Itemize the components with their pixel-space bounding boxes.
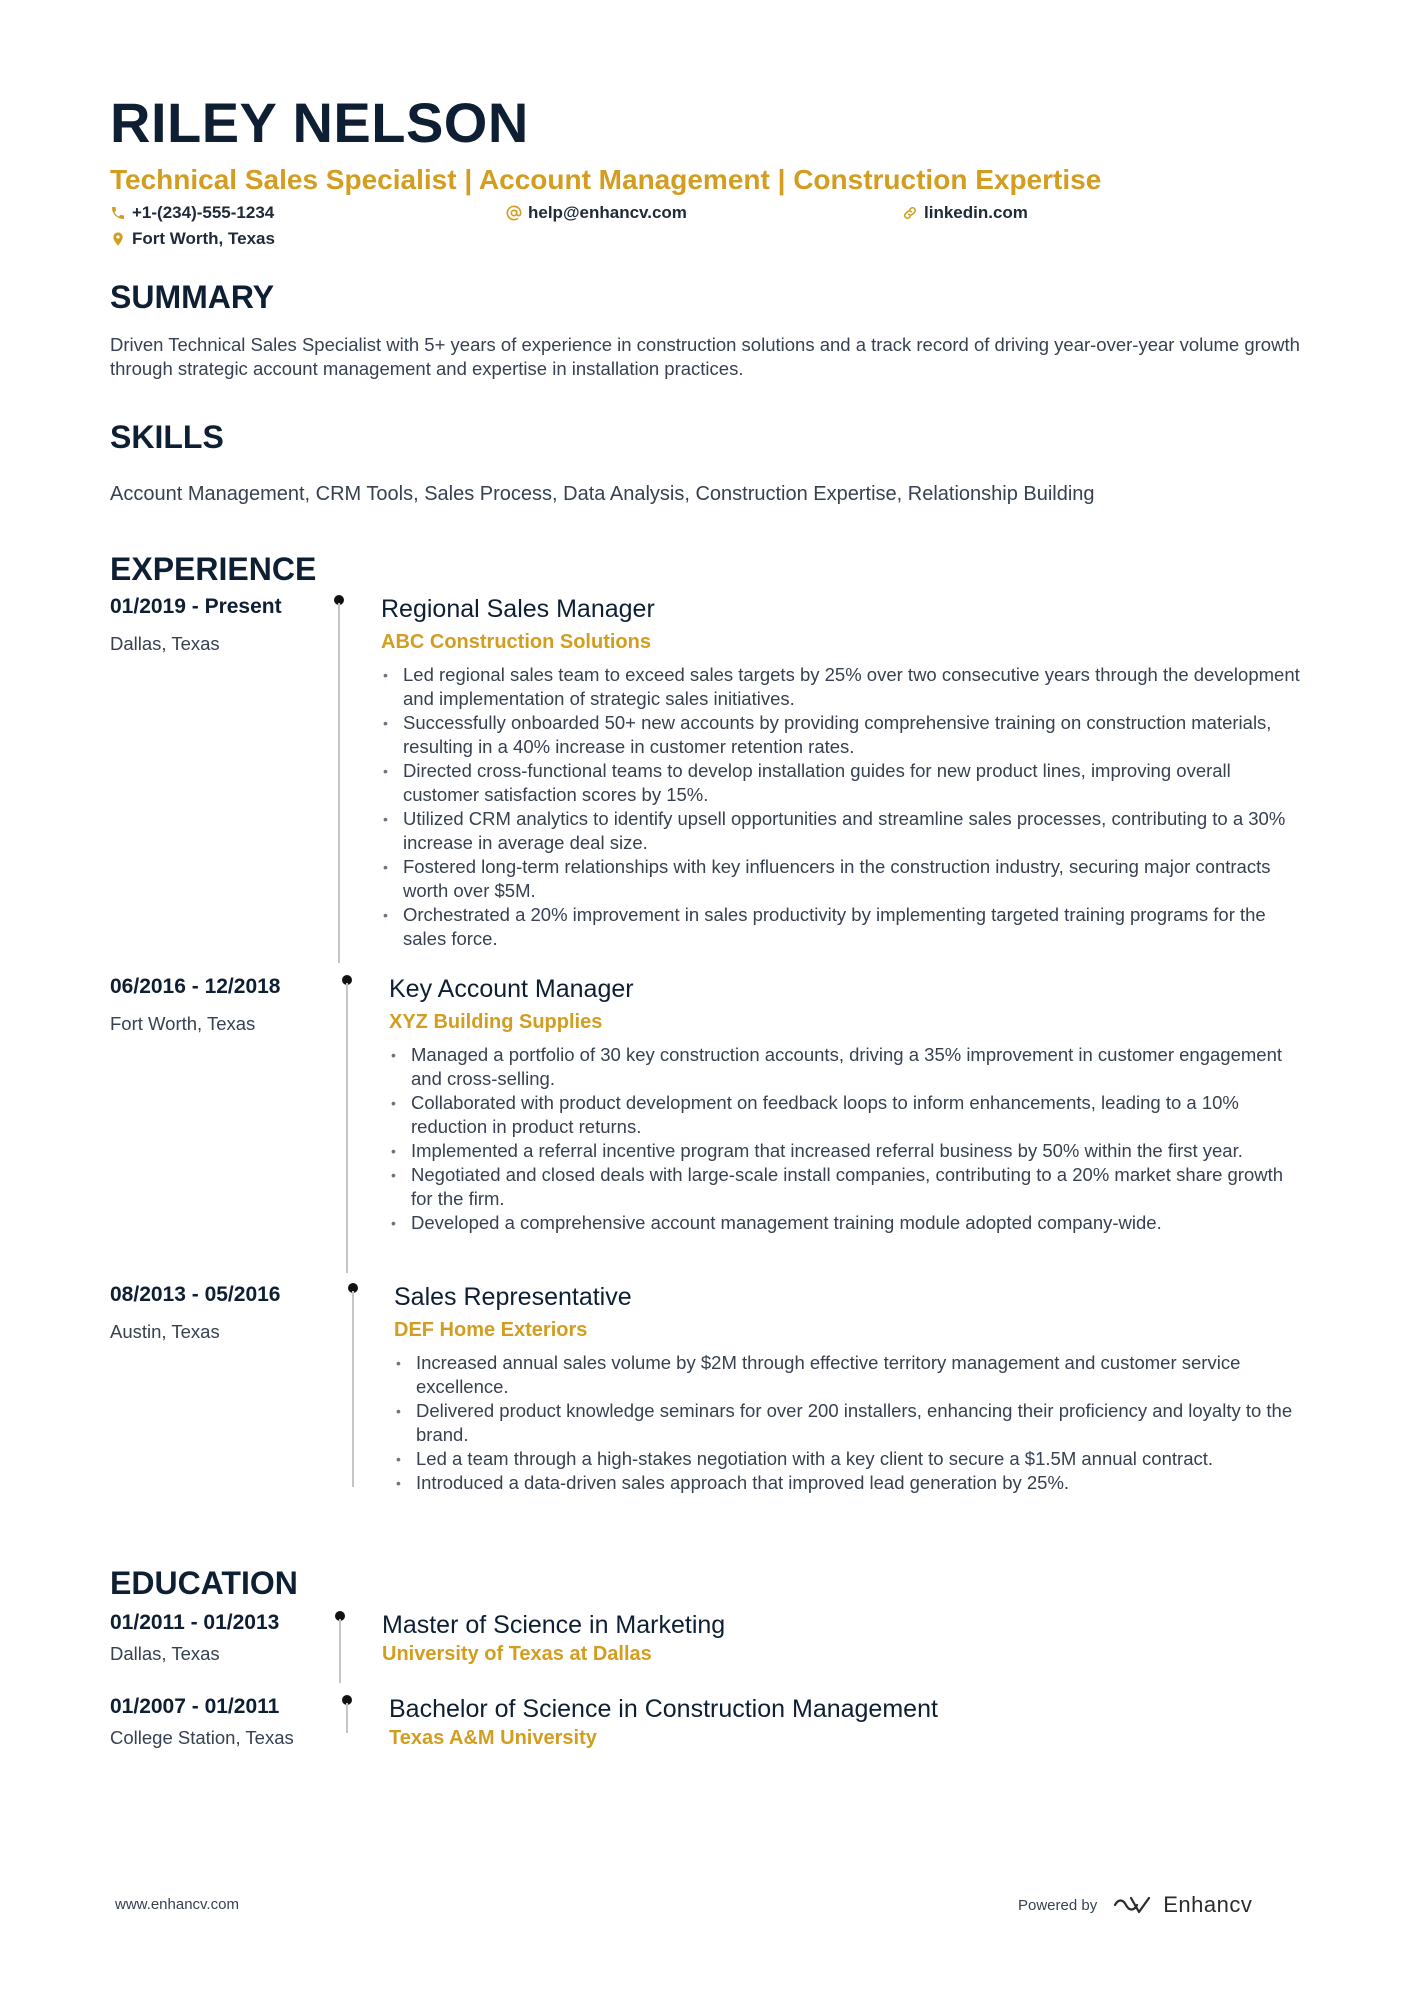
job-location: Fort Worth, Texas xyxy=(110,1013,256,1034)
edu-location: Dallas, Texas xyxy=(110,1643,220,1664)
experience-section xyxy=(110,551,1310,1493)
contact-phone[interactable] xyxy=(110,203,274,223)
link-icon xyxy=(902,205,918,221)
job-location: Dallas, Texas xyxy=(110,633,220,654)
contact-info xyxy=(110,203,1310,253)
bullet-item: • Fostered long-term relationships with key influencers in the construction industry, securing major contracts worth over $5M. xyxy=(381,855,1301,903)
location-text: Fort Worth, Texas xyxy=(132,228,275,248)
skills-section xyxy=(110,421,1300,506)
bullet-item: • Developed a comprehensive account management training module adopted company-wide. xyxy=(389,1211,1309,1235)
job-role: Regional Sales Manager xyxy=(381,595,655,623)
bullet-item: • Increased annual sales volume by $2M through effective territory management and customer service excellence. xyxy=(394,1351,1314,1399)
bullet-item: • Directed cross-functional teams to develop installation guides for new product lines, improving overall customer satisfaction scores by 15%. xyxy=(381,759,1301,807)
experience-title: EXPERIENCE xyxy=(110,551,317,587)
at-icon xyxy=(506,205,522,221)
summary-title: SUMMARY xyxy=(110,279,275,315)
job-company: DEF Home Exteriors xyxy=(394,1319,588,1341)
job-bullets xyxy=(394,1351,1314,1495)
timeline-line xyxy=(352,1291,354,1487)
bullet-item: • Delivered product knowledge seminars for over 200 installers, enhancing their proficiency and loyalty to the brand. xyxy=(394,1399,1314,1447)
summary-section xyxy=(110,281,1300,381)
education-title: EDUCATION xyxy=(110,1565,298,1601)
bullet-item: • Led a team through a high-stakes negotiation with a key client to secure a $1.5M annual contract. xyxy=(394,1447,1314,1471)
resume-page xyxy=(110,91,1310,1749)
footer-powered-by xyxy=(1018,1892,1252,1918)
job-role: Sales Representative xyxy=(394,1283,632,1311)
skills-text: Account Management, CRM Tools, Sales Process, Data Analysis, Construction Expertise, Relationship Building xyxy=(110,483,1095,505)
job-dates: 01/2019 - Present xyxy=(110,595,282,618)
bullet-item: • Implemented a referral incentive program that increased referral business by 50% within the first year. xyxy=(389,1139,1309,1163)
footer-url[interactable]: www.enhancv.com xyxy=(115,1896,239,1913)
job-role: Key Account Manager xyxy=(389,975,634,1003)
phone-icon xyxy=(110,205,126,221)
contact-email[interactable] xyxy=(506,203,687,223)
powered-by-label: Powered by xyxy=(1018,1896,1098,1914)
linkedin-text: linkedin.com xyxy=(924,202,1028,222)
email-text: help@enhancv.com xyxy=(528,202,687,222)
location-pin-icon xyxy=(110,231,126,247)
skills-title: SKILLS xyxy=(110,419,224,455)
bullet-item: • Utilized CRM analytics to identify upsell opportunities and streamline sales processes, contributing to a 30% increase in average deal size. xyxy=(381,807,1301,855)
edu-degree: Master of Science in Marketing xyxy=(382,1611,726,1639)
bullet-item: • Introduced a data-driven sales approach that improved lead generation by 25%. xyxy=(394,1471,1314,1495)
timeline-line xyxy=(339,1619,341,1683)
enhancv-logo-icon xyxy=(1111,1894,1155,1916)
bullet-item: • Managed a portfolio of 30 key construction accounts, driving a 35% improvement in customer engagement and cross-selling. xyxy=(389,1043,1309,1091)
job-company: ABC Construction Solutions xyxy=(381,631,651,653)
bullet-item: • Orchestrated a 20% improvement in sales productivity by implementing targeted training programs for the sales force. xyxy=(381,903,1301,951)
education-section xyxy=(110,1565,1310,1749)
job-dates: 08/2013 - 05/2016 xyxy=(110,1283,281,1306)
contact-location xyxy=(110,229,275,249)
edu-school: University of Texas at Dallas xyxy=(382,1643,652,1665)
brand-text: Enhancv xyxy=(1163,1892,1253,1917)
phone-text: +1-(234)-555-1234 xyxy=(132,202,275,222)
edu-dates: 01/2007 - 01/2011 xyxy=(110,1695,280,1718)
job-company: XYZ Building Supplies xyxy=(389,1011,603,1033)
job-location: Austin, Texas xyxy=(110,1321,220,1342)
headline: Technical Sales Specialist | Account Management | Construction Expertise xyxy=(110,164,1102,195)
candidate-name: RILEY NELSON xyxy=(110,91,529,154)
bullet-item: • Successfully onboarded 50+ new accounts by providing comprehensive training on construction materials, resulting in a 40% increase in customer retention rates. xyxy=(381,711,1301,759)
enhancv-logo[interactable] xyxy=(1111,1892,1252,1918)
timeline-line xyxy=(338,603,340,963)
job-bullets xyxy=(389,1043,1309,1235)
bullet-item: • Collaborated with product development on feedback loops to inform enhancements, leading to a 10% reduction in product returns. xyxy=(389,1091,1309,1139)
timeline-line xyxy=(346,983,348,1273)
bullet-item: • Negotiated and closed deals with large-scale install companies, contributing to a 20% market share growth for the firm. xyxy=(389,1163,1309,1211)
edu-location: College Station, Texas xyxy=(110,1727,294,1748)
job-bullets xyxy=(381,663,1301,951)
contact-linkedin[interactable] xyxy=(902,203,1028,223)
timeline-line xyxy=(346,1703,348,1733)
bullet-item: • Led regional sales team to exceed sales targets by 25% over two consecutive years through the development and implementation of strategic sales initiatives. xyxy=(381,663,1301,711)
edu-school: Texas A&M University xyxy=(389,1727,597,1749)
edu-dates: 01/2011 - 01/2013 xyxy=(110,1611,280,1634)
edu-degree: Bachelor of Science in Construction Management xyxy=(389,1695,938,1723)
job-dates: 06/2016 - 12/2018 xyxy=(110,975,281,998)
summary-text: Driven Technical Sales Specialist with 5+ years of experience in construction solutions and a track record of driving year-over-year volume growth through strategic account management and expertise in installation practices. xyxy=(110,334,1300,379)
